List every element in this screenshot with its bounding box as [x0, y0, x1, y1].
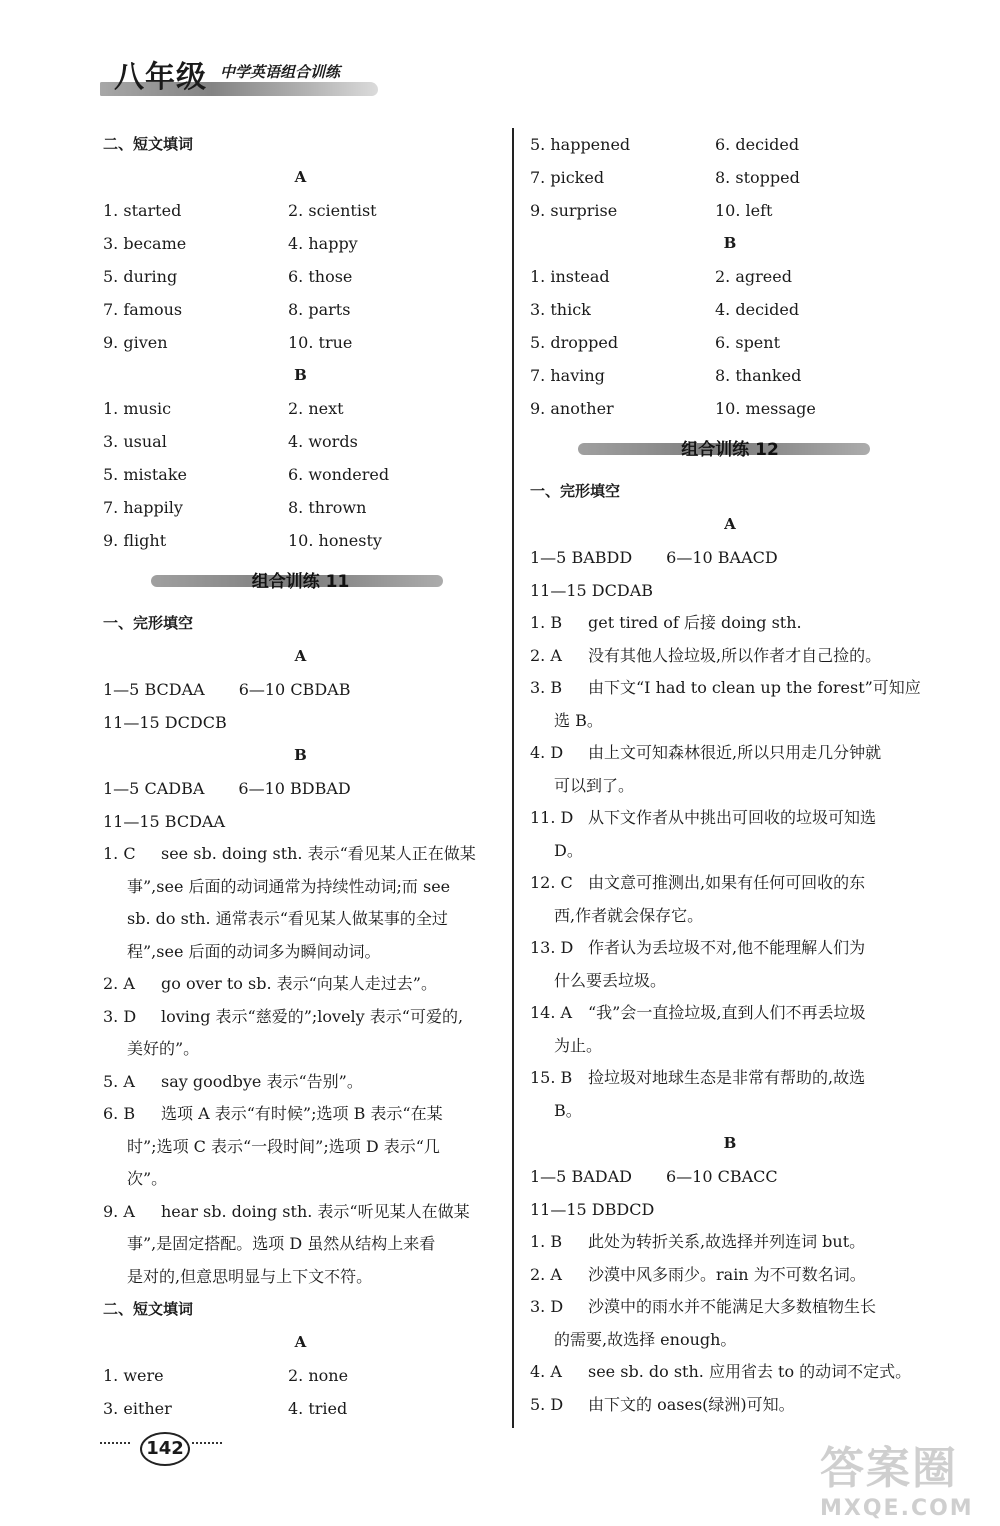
- note-continuation: 的需要,故选择 enough。: [554, 1329, 737, 1349]
- note-text: get tired of 后接 doing sth.: [588, 613, 802, 632]
- answer-line: [103, 772, 498, 805]
- note-number: 2. A: [530, 1264, 562, 1284]
- note-number: 2. A: [530, 645, 562, 665]
- answer-group: 1—5 BCDAA: [103, 680, 205, 699]
- note-continuation: 是对的,但意思明显与上下文不符。: [127, 1266, 373, 1286]
- page-header: [100, 52, 380, 104]
- note-number: 12. C: [530, 873, 573, 892]
- answer-pairs: [530, 128, 930, 227]
- note-text: go over to sb. 表示“向某人走过去”。: [161, 974, 437, 993]
- answer-row: [530, 392, 930, 425]
- note-text: 沙漠中的雨水并不能满足大多数植物生长: [588, 1297, 877, 1316]
- note-number: 3. D: [103, 1006, 137, 1026]
- note-text: see sb. do sth. 应用省去 to 的动词不定式。: [588, 1362, 912, 1381]
- answer-lines: [530, 1160, 930, 1226]
- header-grade: 八年级: [114, 60, 207, 95]
- note-continuation: 事”,see 后面的动词通常为持续性动词;而 see: [127, 876, 451, 896]
- answer-group: 6—10 CBDAB: [238, 680, 351, 699]
- answer-item: 1. were: [103, 1366, 164, 1385]
- answer-line: [530, 1193, 930, 1226]
- page-number: 142: [140, 1432, 190, 1466]
- answer-line: [530, 574, 930, 607]
- note-number: 6. B: [103, 1104, 136, 1123]
- left-column: [103, 128, 498, 1425]
- explanation-notes: [530, 607, 930, 1127]
- answer-row: [530, 293, 930, 326]
- ornament-left: [100, 1442, 130, 1454]
- answer-row: [103, 293, 498, 326]
- answer-item: 6. those: [288, 267, 353, 286]
- note-text: hear sb. doing sth. 表示“听见某人在做某: [161, 1201, 470, 1221]
- answer-item: 3. thick: [530, 300, 591, 319]
- note-text: loving 表示“慈爱的”;lovely 表示“可爱的,: [161, 1006, 464, 1026]
- note-continuation: 事”,是固定搭配。选项 D 虽然从结构上来看: [127, 1234, 436, 1253]
- answer-line: [103, 673, 498, 706]
- note-text: 捡垃圾对地球生态是非常有帮助的,故选: [588, 1068, 866, 1087]
- answer-item: 4. tried: [288, 1399, 348, 1418]
- answer-item: 6. wondered: [288, 465, 390, 484]
- note-text: 由下文“I had to clean up the forest”可知应: [588, 678, 921, 697]
- section-heading: 二、短文填词: [103, 1300, 194, 1318]
- answer-item: 4. words: [288, 432, 358, 451]
- answer-lines: [530, 541, 930, 607]
- answer-pairs: [103, 1359, 498, 1425]
- answer-group: 11—15 DBDCD: [530, 1200, 655, 1219]
- answer-line: [530, 1160, 930, 1193]
- answer-row: [530, 260, 930, 293]
- answer-row: [103, 458, 498, 491]
- answer-item: 8. thrown: [288, 498, 367, 517]
- answer-row: [103, 260, 498, 293]
- note-item: [530, 1259, 930, 1292]
- answer-item: 9. another: [530, 399, 614, 418]
- answer-row: [530, 194, 930, 227]
- note-item: [103, 1098, 498, 1196]
- note-item: [103, 968, 498, 1001]
- note-item: [530, 1062, 930, 1127]
- answer-group: 6—10 BAACD: [666, 548, 778, 567]
- note-item: [530, 932, 930, 997]
- explanation-notes: [103, 838, 498, 1293]
- answer-line: [530, 541, 930, 574]
- answer-pairs: [530, 260, 930, 425]
- answer-item: 8. parts: [288, 300, 351, 319]
- answer-lines: [103, 772, 498, 838]
- section-heading: 二、短文填词: [103, 135, 194, 153]
- answer-item: 4. happy: [288, 234, 358, 253]
- note-text: 沙漠中风多雨少。rain 为不可数名词。: [588, 1264, 866, 1284]
- answer-item: 4. decided: [715, 300, 800, 319]
- note-number: 2. A: [103, 974, 135, 993]
- answer-row: [103, 326, 498, 359]
- answer-item: 9. flight: [103, 531, 167, 550]
- note-continuation: 为止。: [554, 1035, 603, 1055]
- answer-item: 2. scientist: [288, 201, 377, 220]
- subsection-label: B: [723, 234, 737, 252]
- answer-item: 1. instead: [530, 267, 610, 286]
- subsection-label: B: [294, 366, 307, 384]
- note-text: say goodbye 表示“告别”。: [161, 1071, 363, 1091]
- note-text: 作者认为丢垃圾不对,他不能理解人们为: [588, 938, 866, 957]
- note-number: 11. D: [530, 808, 574, 827]
- answer-row: [103, 194, 498, 227]
- answer-row: [103, 491, 498, 524]
- subsection-label: A: [294, 647, 307, 665]
- note-item: [530, 867, 930, 932]
- section-heading: 一、完形填空: [530, 482, 621, 500]
- answer-item: 3. became: [103, 234, 187, 253]
- note-text: 从下文作者从中挑出可回收的垃圾可知选: [588, 808, 877, 827]
- answer-pairs: [103, 194, 498, 359]
- subsection-label: A: [294, 168, 307, 186]
- note-number: 5. D: [530, 1394, 564, 1414]
- answer-group: 1—5 BABDD: [530, 548, 633, 567]
- answer-item: 3. either: [103, 1399, 172, 1418]
- answer-item: 2. none: [288, 1366, 349, 1385]
- answer-lines: [103, 673, 498, 739]
- note-item: [103, 838, 498, 968]
- answer-group: 11—15 DCDCB: [103, 713, 227, 732]
- note-number: 1. C: [103, 844, 136, 863]
- answer-item: 8. thanked: [715, 366, 802, 385]
- answer-item: 10. honesty: [288, 531, 382, 550]
- note-item: [530, 802, 930, 867]
- answer-row: [530, 161, 930, 194]
- note-text: 由上文可知森林很近,所以只用走几分钟就: [588, 743, 882, 762]
- answer-pairs: [103, 392, 498, 557]
- note-continuation: 美好的”。: [127, 1039, 200, 1058]
- note-continuation: D。: [554, 840, 583, 860]
- note-item: [530, 1389, 930, 1422]
- note-continuation: 可以到了。: [554, 775, 635, 795]
- note-text: 选项 A 表示“有时候”;选项 B 表示“在某: [161, 1104, 443, 1123]
- note-number: 1. B: [530, 613, 563, 632]
- note-continuation: 什么要丢垃圾。: [554, 970, 667, 990]
- answer-row: [103, 227, 498, 260]
- note-number: 15. B: [530, 1068, 573, 1087]
- explanation-notes: [530, 1226, 930, 1421]
- note-item: [530, 672, 930, 737]
- right-column: [530, 128, 930, 1421]
- ornament-right: [192, 1442, 222, 1454]
- note-text: 由文意可推测出,如果有任何可回收的东: [588, 873, 866, 892]
- note-continuation: B。: [554, 1100, 582, 1120]
- page-number-badge: [100, 1428, 220, 1468]
- note-number: 3. B: [530, 678, 563, 697]
- answer-item: 5. mistake: [103, 465, 187, 484]
- exercise-banner: [530, 425, 930, 475]
- note-number: 3. D: [530, 1297, 564, 1316]
- answer-item: 1. music: [103, 399, 172, 418]
- note-number: 9. A: [103, 1201, 135, 1221]
- note-number: 4. A: [530, 1362, 562, 1381]
- note-item: [530, 1356, 930, 1389]
- answer-item: 6. spent: [715, 333, 781, 352]
- note-continuation: sb. do sth. 通常表示“看见某人做某事的全过: [127, 909, 448, 928]
- answer-row: [103, 1392, 498, 1425]
- note-item: [103, 1066, 498, 1099]
- note-text: 由下文的 oases(绿洲)可知。: [588, 1394, 795, 1414]
- answer-row: [530, 128, 930, 161]
- note-text: 此处为转折关系,故选择并列连词 but。: [588, 1232, 866, 1251]
- note-item: [530, 1291, 930, 1356]
- answer-row: [103, 425, 498, 458]
- answer-group: 11—15 DCDAB: [530, 581, 654, 600]
- watermark-logo: [820, 1432, 995, 1522]
- banner-title: 组合训练 12: [681, 440, 779, 460]
- answer-line: [103, 805, 498, 838]
- note-text: see sb. doing sth. 表示“看见某人正在做某: [161, 844, 476, 863]
- note-item: [530, 1226, 930, 1259]
- answer-item: 2. next: [288, 399, 344, 418]
- answer-row: [103, 524, 498, 557]
- answer-row: [530, 359, 930, 392]
- note-item: [103, 1001, 498, 1066]
- answer-item: 10. left: [715, 201, 773, 220]
- answer-group: 1—5 BADAD: [530, 1167, 632, 1186]
- answer-line: [103, 706, 498, 739]
- answer-item: 7. picked: [530, 168, 605, 187]
- answer-row: [103, 392, 498, 425]
- banner-title: 组合训练 11: [251, 572, 350, 592]
- note-continuation: 程”,see 后面的动词多为瞬间动词。: [127, 941, 381, 961]
- answer-item: 7. famous: [103, 300, 183, 319]
- note-continuation: 时”;选项 C 表示“一段时间”;选项 D 表示“几: [127, 1136, 440, 1156]
- answer-item: 1. started: [103, 201, 182, 220]
- note-number: 14. A: [530, 1003, 573, 1022]
- note-number: 13. D: [530, 938, 574, 957]
- answer-item: 10. true: [288, 333, 353, 352]
- note-text: “我”会一直捡垃圾,直到人们不再丢垃圾: [588, 1003, 866, 1022]
- note-number: 1. B: [530, 1232, 563, 1251]
- answer-item: 7. happily: [103, 498, 183, 517]
- answer-group: 6—10 CBACC: [665, 1167, 778, 1186]
- answer-item: 9. surprise: [530, 201, 618, 220]
- answer-item: 5. happened: [530, 135, 631, 154]
- subsection-label: B: [723, 1134, 737, 1152]
- note-item: [530, 737, 930, 802]
- answer-group: 11—15 BCDAA: [103, 812, 226, 831]
- note-continuation: 次”。: [127, 1169, 168, 1188]
- answer-item: 3. usual: [103, 432, 167, 451]
- exercise-banner: [103, 557, 498, 607]
- answer-item: 8. stopped: [715, 168, 800, 187]
- answer-item: 5. dropped: [530, 333, 619, 352]
- header-subtitle: 中学英语组合训练: [220, 63, 341, 81]
- note-item: [530, 640, 930, 673]
- answer-item: 7. having: [530, 366, 605, 385]
- answer-group: 6—10 BDBAD: [238, 779, 351, 798]
- note-number: 4. D: [530, 743, 564, 762]
- answer-item: 6. decided: [715, 135, 800, 154]
- column-divider: [512, 128, 514, 1428]
- subsection-label: B: [294, 746, 307, 764]
- answer-item: 2. agreed: [715, 267, 792, 286]
- answer-group: 1—5 CADBA: [103, 779, 205, 798]
- answer-item: 9. given: [103, 333, 168, 352]
- note-item: [530, 607, 930, 640]
- note-continuation: 西,作者就会保存它。: [554, 905, 704, 925]
- answer-row: [530, 326, 930, 359]
- answer-item: 10. message: [715, 399, 816, 418]
- answer-row: [103, 1359, 498, 1392]
- section-heading: 一、完形填空: [103, 614, 194, 632]
- note-item: [103, 1196, 498, 1294]
- answer-item: 5. during: [103, 267, 178, 286]
- note-number: 5. A: [103, 1071, 135, 1091]
- note-text: 没有其他人捡垃圾,所以作者才自己捡的。: [588, 645, 882, 665]
- note-continuation: 选 B。: [554, 710, 603, 730]
- subsection-label: A: [294, 1333, 307, 1351]
- watermark-url: MXQE.COM: [820, 1496, 974, 1521]
- watermark-text: 答案圈: [820, 1443, 958, 1494]
- subsection-label: A: [724, 515, 736, 533]
- note-item: [530, 997, 930, 1062]
